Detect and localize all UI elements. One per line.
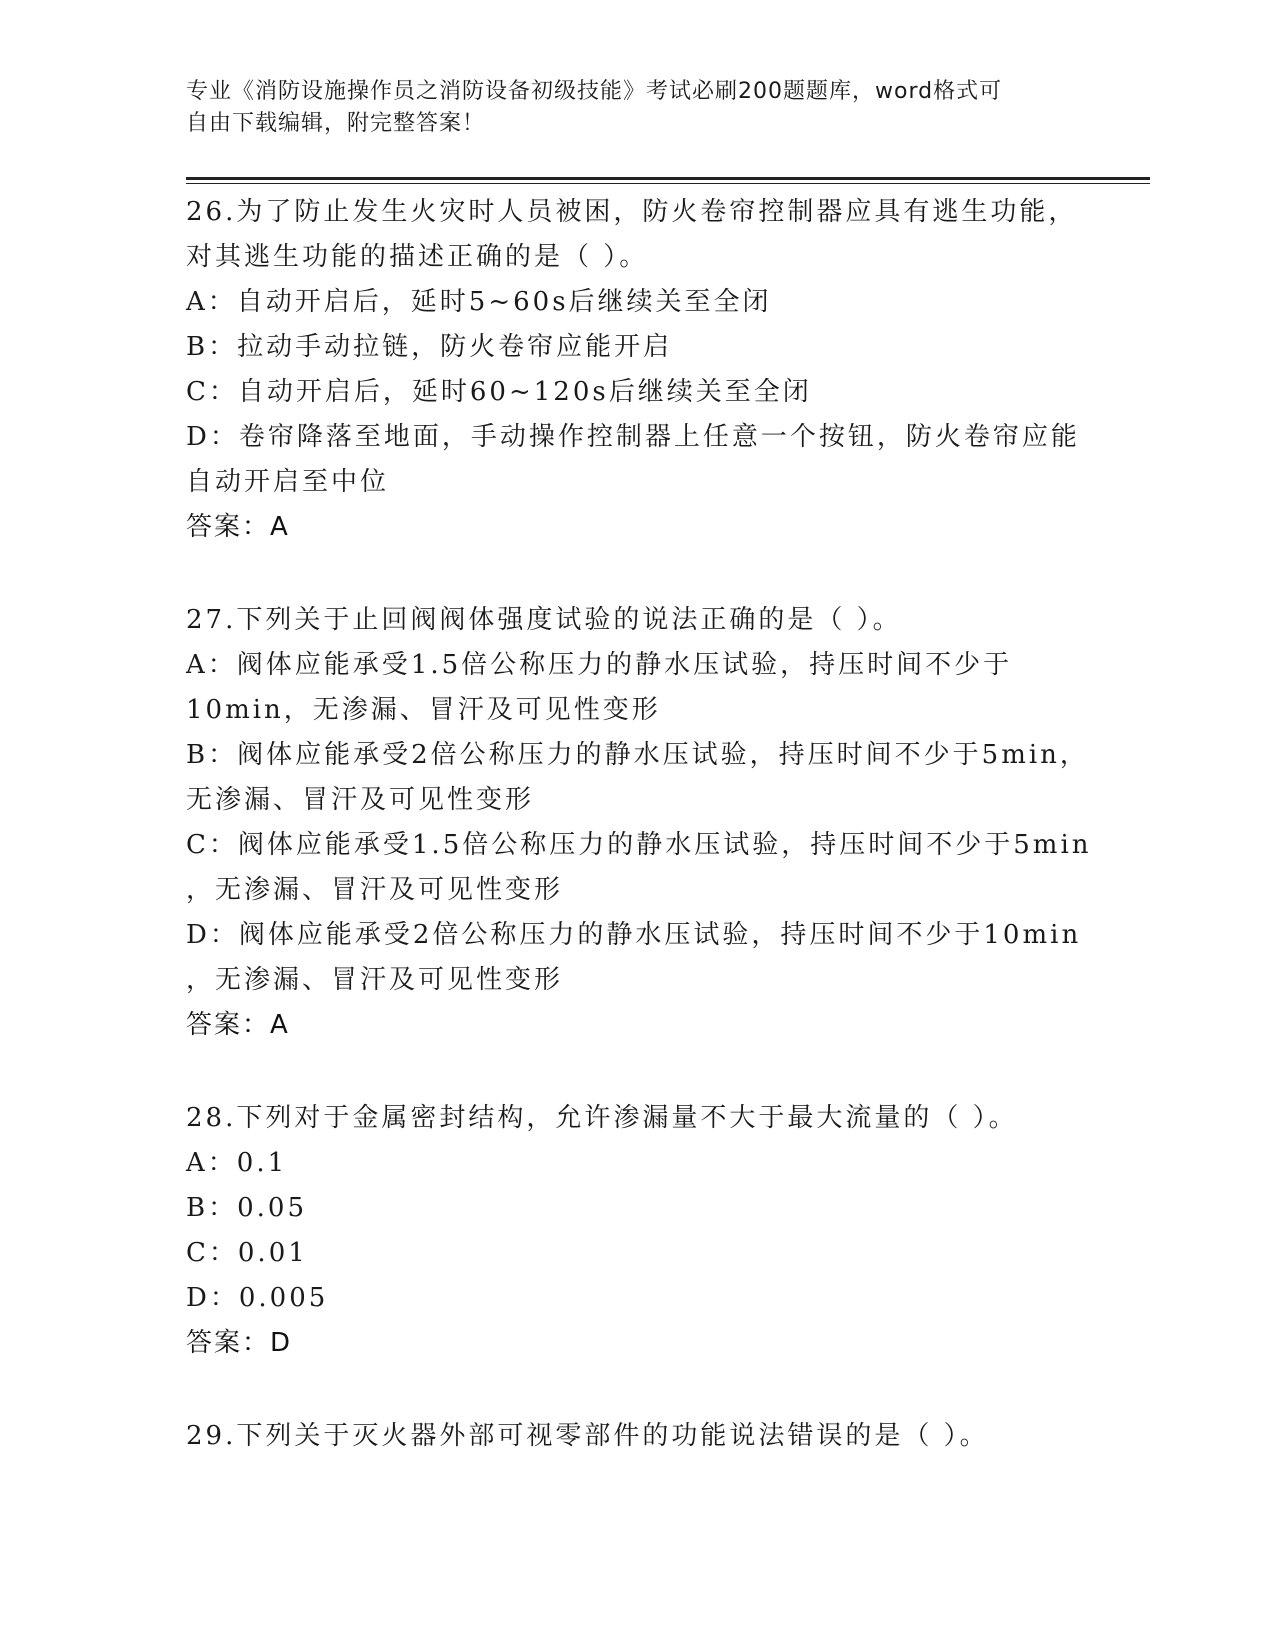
question-list: [186, 190, 1092, 1507]
option-d: D：卷帘降落至地面，手动操作控制器上任意一个按钮，防火卷帘应能: [186, 422, 1080, 452]
option-b: B：0.05: [186, 1193, 307, 1223]
answer-label: 答案：A: [186, 1010, 290, 1040]
header-divider-thick: [186, 177, 1150, 180]
answer-label: 答案：A: [186, 512, 290, 542]
option-b: B：拉动手动拉链，防火卷帘应能开启: [186, 332, 673, 362]
question-29: [186, 1414, 1086, 1459]
option-b: B：阀体应能承受2倍公称压力的静水压试验，持压时间不少于5min，: [186, 740, 1089, 770]
option-a: A：阀体应能承受1.5倍公称压力的静水压试验，持压时间不少于: [186, 650, 1013, 680]
option-d: D：0.005: [186, 1283, 329, 1313]
option-d: D：阀体应能承受2倍公称压力的静水压试验，持压时间不少于10min: [186, 920, 1082, 950]
option-a: A：自动开启后，延时5~60s后继续关至全闭: [186, 287, 772, 317]
option-b-continued: 无渗漏、冒汗及可见性变形: [186, 785, 535, 815]
header-title-line-2: 自由下载编辑，附完整答案！: [186, 111, 486, 136]
option-d-continued: ，无渗漏、冒汗及可见性变形: [186, 965, 564, 995]
question-28: [186, 1096, 1086, 1366]
option-c-continued: ，无渗漏、冒汗及可见性变形: [186, 875, 564, 905]
question-stem-line: 27.下列关于止回阀阀体强度试验的说法正确的是（ ）。: [186, 605, 902, 635]
header-title-line-1: 专业《消防设施操作员之消防设备初级技能》考试必刷200题题库，word格式可: [186, 79, 1003, 104]
question-stem-line: 26.为了防止发生火灾时人员被困，防火卷帘控制器应具有逃生功能，: [186, 197, 1078, 227]
header-divider-thin: [186, 183, 1150, 184]
answer-label: 答案：D: [186, 1328, 293, 1358]
question-26: [186, 190, 1086, 550]
document-header: [186, 76, 1066, 140]
option-d-continued: 自动开启至中位: [186, 467, 390, 497]
question-27: [186, 598, 1092, 1048]
option-a: A：0.1: [186, 1148, 288, 1178]
option-a-continued: 10min，无渗漏、冒汗及可见性变形: [186, 695, 661, 725]
question-stem-line: 对其逃生功能的描述正确的是（ ）。: [186, 242, 649, 272]
option-c: C：阀体应能承受1.5倍公称压力的静水压试验，持压时间不少于5min: [186, 830, 1092, 860]
question-stem-line: 29.下列关于灭火器外部可视零部件的功能说法错误的是（ ）。: [186, 1421, 989, 1451]
option-c: C：自动开启后，延时60~120s后继续关至全闭: [186, 377, 812, 407]
option-c: C：0.01: [186, 1238, 308, 1268]
question-stem-line: 28.下列对于金属密封结构，允许渗漏量不大于最大流量的（ ）。: [186, 1103, 1018, 1133]
